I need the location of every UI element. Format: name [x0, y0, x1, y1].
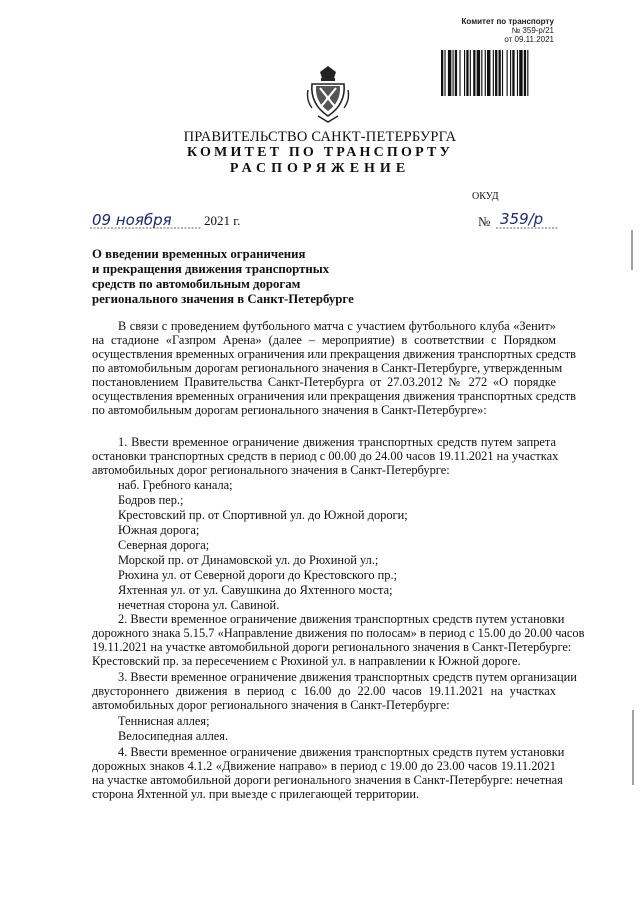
- item1-line-3: автомобильных дорог регионального значения в Санкт-Петербурге:: [92, 463, 450, 477]
- barcode-bar: [473, 50, 475, 96]
- item1-list-8: Яхтенная ул. от ул. Савушкина до Яхтенного моста;: [118, 583, 393, 597]
- registration-stamp: [440, 17, 554, 44]
- doc-type-title: РАСПОРЯЖЕНИЕ: [229, 161, 411, 176]
- barcode-bar: [441, 50, 443, 96]
- date-year: 2021 г.: [204, 213, 241, 228]
- item3-list-2: Велосипедная аллея.: [118, 729, 229, 743]
- item1-line-1: 1. Ввести временное ограничение движения транспортных средств путем запрета: [118, 435, 556, 449]
- preamble-line-7: по автомобильным дорогам регионального значения в Санкт-Петербурге»:: [92, 403, 487, 417]
- barcode-bar: [510, 50, 511, 96]
- scan-edge-marks: [628, 230, 638, 790]
- barcode-bar: [519, 50, 522, 96]
- item1-list-1: наб. Гребного канала;: [118, 478, 233, 492]
- item4-line-1: 4. Ввести временное ограничение движения транспортных средств путем установки: [118, 745, 565, 759]
- preamble-line-1: В связи с проведением футбольного матча с участием футбольного клуба «Зенит»: [118, 319, 556, 333]
- barcode-bar: [493, 50, 494, 96]
- barcode-bar: [481, 50, 482, 96]
- item2-line-4: Крестовский пр. за пересечением с Рюхиной ул. в направлении к Южной дороге.: [92, 654, 521, 668]
- item4-line-3: на участке автомобильной дороги регионального значения в Санкт-Петербурге: нечетная: [92, 773, 563, 787]
- government-title: ПРАВИТЕЛЬСТВО САНКТ-ПЕТЕРБУРГА: [183, 129, 457, 145]
- barcode-bar: [455, 50, 457, 96]
- okud-label: ОКУД: [472, 191, 499, 202]
- title-line-1: О введении временных ограничения: [92, 247, 306, 261]
- barcode-bar: [517, 50, 518, 96]
- coat-of-arms-emblem: [306, 64, 350, 124]
- date-handwritten: 09 ноября: [92, 211, 172, 229]
- barcode-bar: [466, 50, 468, 96]
- item2-line-3: 19.11.2021 на участке автомобильной дороги регионального значения в Санкт-Петербурге:: [92, 640, 572, 654]
- item3-line-1: 3. Ввести временное ограничение движения транспортных средств путем организации: [118, 670, 577, 684]
- title-line-4: регионального значения в Санкт-Петербурге: [92, 292, 354, 306]
- preamble-line-2: на стадионе «Газпром Арена» (далее – мероприятие) в соответствии с Порядком: [92, 333, 556, 347]
- stamp-date: от 09.11.2021: [504, 35, 554, 44]
- barcode-bar: [453, 50, 454, 96]
- date-underline: [90, 226, 202, 230]
- item2-line-2: дорожного знака 5.15.7 «Направление движения по полосам» в период с 15.00 до 20.00 часов: [92, 626, 585, 640]
- barcode-bar: [444, 50, 445, 96]
- preamble-line-3: осуществления временных ограничения или прекращения движения транспортных средств: [92, 347, 576, 361]
- title-line-2: и прекращения движения транспортных: [92, 262, 330, 276]
- barcode-bar: [495, 50, 497, 96]
- item4-line-4: сторона Яхтенной ул. при выезде с прилегающей территории.: [92, 787, 420, 801]
- item1-list-5: Северная дорога;: [118, 538, 210, 552]
- barcode-bar: [487, 50, 490, 96]
- committee-title: КОМИТЕТ ПО ТРАНСПОРТУ: [186, 145, 454, 160]
- number-underline: [496, 226, 558, 230]
- barcode-bar: [527, 50, 528, 96]
- barcode-bar: [502, 50, 503, 96]
- item1-list-6: Морской пр. от Динамовской ул. до Рюхиной ул.;: [118, 553, 379, 567]
- barcode-bar: [499, 50, 501, 96]
- barcode-bar: [459, 50, 460, 96]
- item2-line-1: 2. Ввести временное ограничение движения транспортных средств путем установки: [118, 612, 565, 626]
- barcode-bar: [485, 50, 486, 96]
- barcode: [441, 50, 559, 96]
- preamble-line-5: постановлением Правительства Санкт-Петербурга от 27.03.2012 № 272 «О порядке: [92, 375, 556, 389]
- stamp-committee: Комитет по транспорту: [461, 17, 554, 26]
- number-handwritten: 359/р: [500, 210, 544, 228]
- item4-line-2: дорожных знаков 4.1.2 «Движение направо» в период с 19.00 до 23.00 часов 19.11.2021: [92, 759, 556, 773]
- item1-list-9: нечетная сторона ул. Савиной.: [118, 598, 280, 612]
- item1-line-2: остановки транспортных средств в период с 00.00 до 24.00 часов 19.11.2021 на участках: [92, 449, 559, 463]
- item3-line-3: автомобильных дорог регионального значения в Санкт-Петербурге:: [92, 698, 450, 712]
- item3-list-1: Теннисная аллея;: [118, 714, 210, 728]
- barcode-bar: [448, 50, 451, 96]
- barcode-bar: [464, 50, 465, 96]
- title-line-3: средств по автомобильным дорогам: [92, 277, 301, 291]
- barcode-bar: [477, 50, 480, 96]
- number-prefix: №: [478, 214, 491, 229]
- item1-list-7: Рюхина ул. от Северной дороги до Крестовского пр.;: [118, 568, 398, 582]
- barcode-bar: [507, 50, 508, 96]
- item3-line-2: двустороннего движения в период с 16.00 до 22.00 часов 19.11.2021 на участках: [92, 684, 556, 698]
- item1-list-3: Крестовский пр. от Спортивной ул. до Южной дороги;: [118, 508, 408, 522]
- preamble-line-4: по автомобильным дорогам регионального значения в Санкт-Петербурге, утвержденным: [92, 361, 563, 375]
- stamp-number: № 359-р/21: [511, 26, 554, 35]
- preamble-line-6: осуществления временных ограничения или прекращения движения транспортных средств: [92, 389, 576, 403]
- barcode-bar: [470, 50, 471, 96]
- barcode-bar: [524, 50, 526, 96]
- item1-list-4: Южная дорога;: [118, 523, 200, 537]
- barcode-bar: [512, 50, 514, 96]
- item1-list-2: Бодров пер.;: [118, 493, 184, 507]
